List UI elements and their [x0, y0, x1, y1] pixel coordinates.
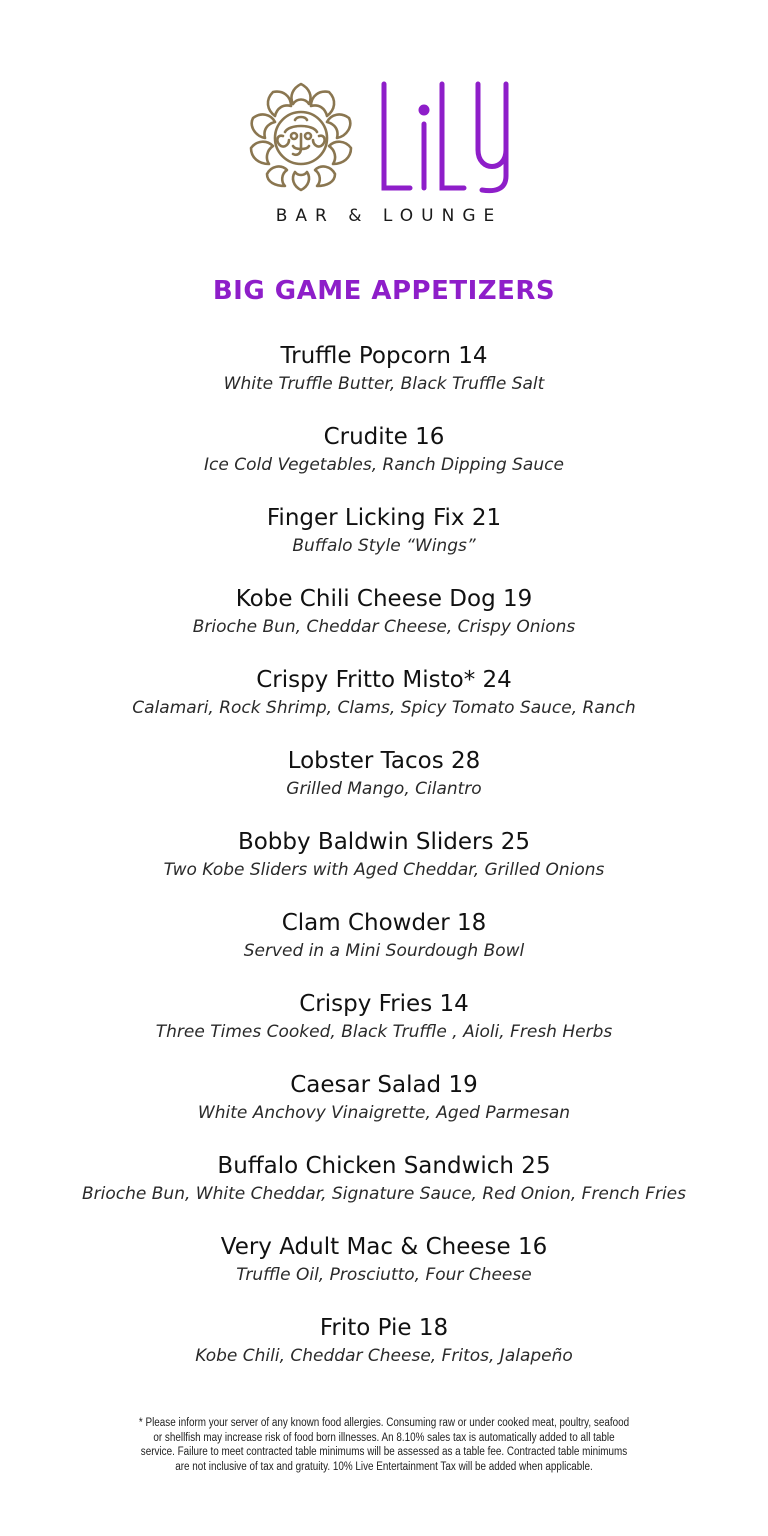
item-name: Truffle Popcorn 14 — [280, 343, 488, 369]
menu-item — [0, 1231, 768, 1312]
item-description: Buffalo Style “Wings” — [292, 536, 476, 556]
item-name: Frito Pie 18 — [319, 1315, 449, 1341]
item-description: Grilled Mango, Cilantro — [286, 779, 482, 799]
item-description: Brioche Bun, Cheddar Cheese, Crispy Onions — [192, 617, 576, 637]
menu-item — [0, 421, 768, 502]
item-description: Calamari, Rock Shrimp, Clams, Spicy Tomato Sauce, Ranch — [132, 698, 636, 718]
menu-item — [0, 340, 768, 421]
menu-item — [0, 1312, 768, 1393]
item-name: Clam Chowder 18 — [281, 910, 487, 936]
footnote-line: are not inclusive of tax and gratuity. 10% Live Entertainment Tax will be added when applicable. — [175, 1460, 593, 1473]
menu-item — [0, 664, 768, 745]
item-name: Lobster Tacos 28 — [287, 748, 481, 774]
allergy-tax-footnote — [138, 1416, 630, 1474]
footnote-line: * Please inform your server of any known food allergies. Consuming raw or under cooked meat, poultry, seafood — [138, 1417, 630, 1429]
item-description: Ice Cold Vegetables, Ranch Dipping Sauce — [204, 455, 564, 475]
item-name: Crudite 16 — [323, 424, 445, 450]
item-description: White Anchovy Vinaigrette, Aged Parmesan — [197, 1103, 571, 1123]
item-description: White Truffle Butter, Black Truffle Salt — [223, 374, 545, 394]
section-title: BIG GAME APPETIZERS — [212, 276, 556, 306]
item-description: Three Times Cooked, Black Truffle , Aioli, Fresh Herbs — [155, 1022, 613, 1042]
lotus-elephant-emblem-icon — [243, 78, 359, 194]
menu-item — [0, 745, 768, 826]
menu-item — [0, 1150, 768, 1231]
menu-item — [0, 583, 768, 664]
item-description: Truffle Oil, Prosciutto, Four Cheese — [236, 1265, 532, 1285]
item-name: Caesar Salad 19 — [290, 1072, 478, 1098]
menu-item — [0, 826, 768, 907]
menu-item — [0, 1069, 768, 1150]
menu-item — [0, 988, 768, 1069]
item-name: Finger Licking Fix 21 — [266, 505, 502, 531]
item-name: Crispy Fries 14 — [299, 991, 469, 1017]
item-description: Served in a Mini Sourdough Bowl — [243, 941, 525, 961]
item-description: Brioche Bun, White Cheddar, Signature Sauce, Red Onion, French Fries — [82, 1184, 686, 1204]
item-name: Crispy Fritto Misto* 24 — [256, 667, 512, 693]
item-name: Very Adult Mac & Cheese 16 — [220, 1234, 548, 1260]
item-name: Bobby Baldwin Sliders 25 — [237, 829, 531, 855]
brand-tagline: BAR & LOUNGE — [275, 206, 503, 226]
footnote-line: service. Failure to meet contracted table minimums will be assessed as a table fee. Contracted table minimums — [140, 1446, 628, 1458]
menu-item — [0, 502, 768, 583]
item-name: Buffalo Chicken Sandwich 25 — [217, 1153, 551, 1179]
menu-list — [0, 340, 768, 1393]
item-name: Kobe Chili Cheese Dog 19 — [235, 586, 533, 612]
menu-item — [0, 907, 768, 988]
lily-wordmark — [376, 76, 516, 196]
brand-logo — [0, 72, 768, 232]
item-description: Kobe Chili, Cheddar Cheese, Fritos, Jalapeño — [195, 1346, 573, 1366]
item-description: Two Kobe Sliders with Aged Cheddar, Grilled Onions — [163, 860, 605, 880]
footnote-line: or shellfish may increase risk of food born illnesses. An 8.10% sales tax is automatically added to all table — [153, 1431, 615, 1444]
